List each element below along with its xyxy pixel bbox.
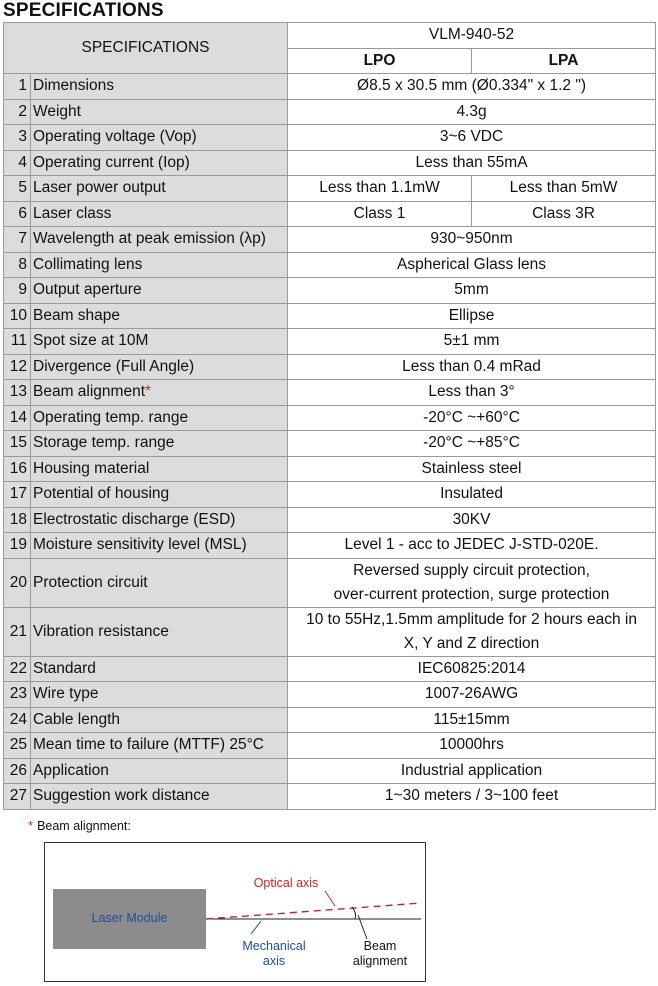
row-label [31,227,288,253]
row-label [31,405,288,431]
row-label-text: Protection circuit [33,573,148,591]
row-label-text: Vibration resistance [33,622,169,640]
row-label [31,125,288,151]
table-row [4,278,656,304]
table-row [4,150,656,176]
row-label [31,482,288,508]
row-value: Less than 3° [288,380,656,406]
table-row [4,431,656,457]
row-label-text: Collimating lens [33,255,143,273]
laser-module-label: Laser Module [91,911,168,925]
row-number: 18 [4,507,31,533]
row-label-text: Wire type [33,685,99,703]
row-label-text: Dimensions [33,77,114,95]
row-label-text: Operating current (Iop) [33,153,190,171]
footnote-text: Beam alignment: [37,819,131,833]
table-row [4,380,656,406]
row-label [31,431,288,457]
row-label-text: Weight [33,102,81,120]
footnote [28,818,131,833]
row-label [31,380,288,406]
row-label-text: Divergence (Full Angle) [33,357,195,375]
row-number: 2 [4,99,31,125]
row-label-text: Application [33,761,109,779]
row-label [31,74,288,100]
page-title: SPECIFICATIONS [3,0,164,21]
row-label-star: * [145,383,152,401]
row-label-text: Housing material [33,459,150,477]
row-value: Less than 55mA [288,150,656,176]
row-number: 23 [4,682,31,708]
row-label-text: Potential of housing [33,485,170,503]
row-number: 1 [4,74,31,100]
row-value [288,558,656,607]
variant-lpa-header: LPA [472,48,656,74]
row-value: 115±15mm [288,707,656,733]
row-value [288,607,656,656]
row-number: 25 [4,733,31,759]
row-label-text: Storage temp. range [33,434,175,452]
row-value-line1: 10 to 55Hz,1.5mm amplitude for 2 hours each in [306,610,637,628]
row-number: 22 [4,656,31,682]
row-value: -20°C ~+60°C [288,405,656,431]
row-label [31,656,288,682]
row-label [31,150,288,176]
table-row [4,227,656,253]
row-number: 9 [4,278,31,304]
row-label-text: Suggestion work distance [33,787,210,805]
row-value: Stainless steel [288,456,656,482]
row-value: 30KV [288,507,656,533]
row-value: Aspherical Glass lens [288,252,656,278]
row-label [31,456,288,482]
row-value: 3~6 VDC [288,125,656,151]
table-row [4,784,656,810]
row-label [31,758,288,784]
mechanical-axis-label: Mechanical axis [242,939,306,968]
row-label-text: Cable length [33,710,121,728]
row-number: 19 [4,533,31,559]
beam-alignment-label [340,939,420,969]
table-row [4,533,656,559]
table-row [4,176,656,202]
specifications-header: SPECIFICATIONS [4,23,288,74]
table-header-row [4,23,656,49]
row-label [31,278,288,304]
row-value: 930~950nm [288,227,656,253]
row-label-text: Mean time to failure (MTTF) 25°C [33,736,265,754]
row-label-text: Beam shape [33,306,121,324]
mechanical-axis-pointer [251,921,261,934]
row-value: Ø8.5 x 30.5 mm (Ø0.334" x 1.2 ") [288,74,656,100]
row-number: 17 [4,482,31,508]
table-row [4,656,656,682]
row-label-text: Standard [33,659,96,677]
row-label [31,303,288,329]
table-row [4,733,656,759]
row-number: 6 [4,201,31,227]
row-number: 10 [4,303,31,329]
row-label-text: Spot size at 10M [33,332,149,350]
row-value: Less than 0.4 mRad [288,354,656,380]
row-label-text: Operating temp. range [33,408,189,426]
table-row [4,74,656,100]
row-number: 24 [4,707,31,733]
row-number: 7 [4,227,31,253]
row-value: Ellipse [288,303,656,329]
row-label [31,784,288,810]
row-value: 4.3g [288,99,656,125]
table-row [4,682,656,708]
row-value-line2: over-current protection, surge protection [333,585,610,603]
table-row [4,99,656,125]
row-value: 5±1 mm [288,329,656,355]
beam-alignment-label-line2: alignment [352,954,408,968]
table-row [4,405,656,431]
row-label [31,354,288,380]
row-label [31,558,288,607]
beam-alignment-label-line1: Beam [363,939,397,953]
row-value-line2: X, Y and Z direction [403,634,540,652]
row-number: 4 [4,150,31,176]
row-value: -20°C ~+85°C [288,431,656,457]
row-label-text: Wavelength at peak emission (λp) [33,230,266,248]
row-number: 26 [4,758,31,784]
row-number: 27 [4,784,31,810]
row-label-text: Electrostatic discharge (ESD) [33,510,236,528]
row-number: 5 [4,176,31,202]
table-row [4,252,656,278]
table-row [4,558,656,607]
row-label [31,252,288,278]
row-value: 10000hrs [288,733,656,759]
row-label-text: Operating voltage (Vop) [33,128,197,146]
row-number: 16 [4,456,31,482]
row-value: IEC60825:2014 [288,656,656,682]
table-row [4,201,656,227]
table-row [4,354,656,380]
row-value: Insulated [288,482,656,508]
row-value: 5mm [288,278,656,304]
row-value: Industrial application [288,758,656,784]
row-number: 3 [4,125,31,151]
row-label [31,201,288,227]
specifications-table [3,22,656,810]
row-label [31,507,288,533]
row-value-lpo: Less than 1.1mW [288,176,472,202]
row-label-text: Laser power output [33,179,166,197]
row-label [31,707,288,733]
table-row [4,482,656,508]
row-label [31,329,288,355]
row-number: 14 [4,405,31,431]
row-number: 8 [4,252,31,278]
variant-lpo-header: LPO [288,48,472,74]
table-row [4,125,656,151]
row-label [31,607,288,656]
table-row [4,507,656,533]
table-row [4,758,656,784]
row-label-text: Laser class [33,204,112,222]
row-label-text: Beam alignment [33,383,146,401]
row-number: 12 [4,354,31,380]
row-label [31,176,288,202]
alignment-angle-arc [352,907,356,919]
table-row [4,456,656,482]
row-label [31,682,288,708]
footnote-star: * [28,818,34,833]
row-number: 13 [4,380,31,406]
table-row [4,707,656,733]
row-value-lpo: Class 1 [288,201,472,227]
row-value: 1~30 meters / 3~100 feet [288,784,656,810]
row-number: 11 [4,329,31,355]
table-row [4,329,656,355]
row-label [31,99,288,125]
row-label-text: Output aperture [33,281,142,299]
row-number: 20 [4,558,31,607]
row-value-line1: Reversed supply circuit protection, [353,561,590,579]
row-number: 15 [4,431,31,457]
row-label [31,733,288,759]
optical-axis-pointer [325,891,335,906]
row-label-text: Moisture sensitivity level (MSL) [33,536,247,554]
row-value: 1007-26AWG [288,682,656,708]
optical-axis-label: Optical axis [253,876,319,890]
row-value: Level 1 - acc to JEDEC J-STD-020E. [288,533,656,559]
model-name: VLM-940-52 [288,23,656,49]
optical-axis-line [206,903,421,919]
row-value-lpa: Less than 5mW [472,176,656,202]
table-row [4,303,656,329]
row-number: 21 [4,607,31,656]
row-label [31,533,288,559]
table-row [4,607,656,656]
beam-alignment-diagram [44,842,426,982]
row-value-lpa: Class 3R [472,201,656,227]
